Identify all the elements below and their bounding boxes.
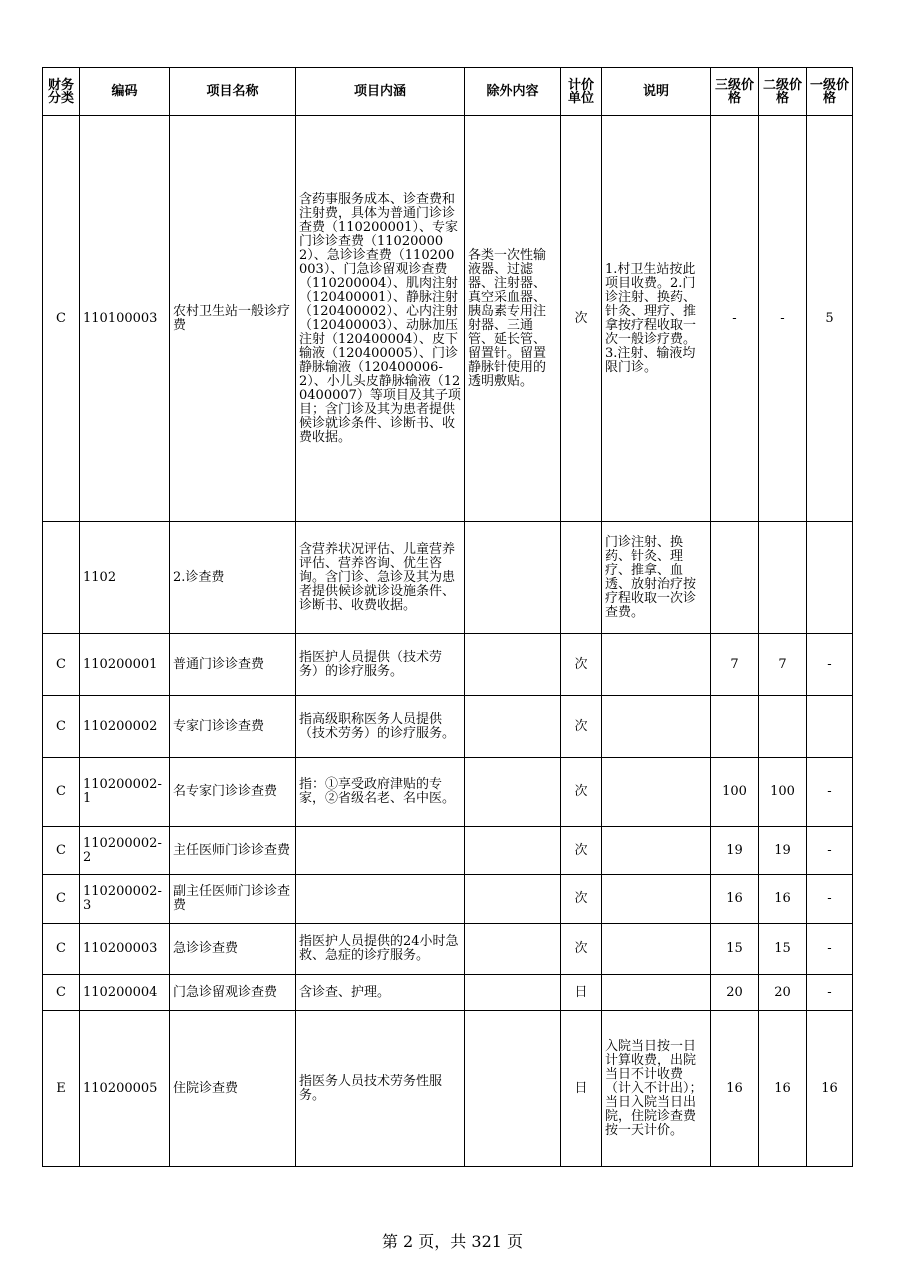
cell-exclude <box>465 924 561 975</box>
header-exclude: 除外内容 <box>465 68 561 116</box>
cell-price-3: 16 <box>711 1011 759 1167</box>
cell-price-3: 19 <box>711 827 759 875</box>
cell-price-3: 20 <box>711 975 759 1011</box>
cell-category: C <box>43 924 80 975</box>
cell-code: 110200003 <box>80 924 170 975</box>
cell-note <box>602 924 711 975</box>
cell-content: 含营养状况评估、儿童营养评估、营养咨询、优生咨询。含门诊、急诊及其为患者提供候诊就诊设施条件、诊断书、收费收据。 <box>296 522 465 634</box>
cell-exclude <box>465 827 561 875</box>
cell-content: 指医护人员提供的24小时急救、急症的诊疗服务。 <box>296 924 465 975</box>
cell-price-2: 7 <box>759 634 807 696</box>
header-unit: 计价单位 <box>561 68 602 116</box>
cell-code: 1102 <box>80 522 170 634</box>
cell-price-2 <box>759 696 807 758</box>
cell-note <box>602 758 711 827</box>
cell-price-2: 19 <box>759 827 807 875</box>
cell-name: 急诊诊查费 <box>170 924 296 975</box>
cell-note <box>602 696 711 758</box>
fee-table <box>42 67 853 1167</box>
cell-price-2: 100 <box>759 758 807 827</box>
cell-note: 1.村卫生站按此项目收费。2.门诊注射、换药、针灸、理疗、推拿按疗程收取一次一般诊疗费。3.注射、输液均限门诊。 <box>602 116 711 522</box>
cell-price-1: - <box>807 827 853 875</box>
cell-exclude <box>465 975 561 1011</box>
cell-unit: 次 <box>561 696 602 758</box>
cell-category <box>43 522 80 634</box>
cell-price-1: - <box>807 924 853 975</box>
table-row <box>43 875 853 924</box>
cell-name: 主任医师门诊诊查费 <box>170 827 296 875</box>
cell-note <box>602 975 711 1011</box>
table-row <box>43 924 853 975</box>
cell-exclude <box>465 875 561 924</box>
cell-note: 门诊注射、换药、针灸、理疗、推拿、血透、放射治疗按疗程收取一次诊查费。 <box>602 522 711 634</box>
cell-name: 农村卫生站一般诊疗费 <box>170 116 296 522</box>
cell-unit: 次 <box>561 116 602 522</box>
table-row <box>43 634 853 696</box>
cell-code: 110200004 <box>80 975 170 1011</box>
cell-price-1: - <box>807 758 853 827</box>
cell-price-1: - <box>807 975 853 1011</box>
cell-content: 指医务人员技术劳务性服务。 <box>296 1011 465 1167</box>
cell-price-3: 100 <box>711 758 759 827</box>
cell-content: 指医护人员提供（技术劳务）的诊疗服务。 <box>296 634 465 696</box>
cell-name: 住院诊查费 <box>170 1011 296 1167</box>
header-code: 编码 <box>80 68 170 116</box>
cell-name: 2.诊查费 <box>170 522 296 634</box>
cell-category: E <box>43 1011 80 1167</box>
header-row <box>43 68 853 116</box>
header-note: 说明 <box>602 68 711 116</box>
header-price-2: 二级价格 <box>759 68 807 116</box>
cell-price-1: - <box>807 634 853 696</box>
cell-price-2: 20 <box>759 975 807 1011</box>
cell-unit: 次 <box>561 827 602 875</box>
cell-unit: 日 <box>561 975 602 1011</box>
cell-name: 专家门诊诊查费 <box>170 696 296 758</box>
cell-content <box>296 875 465 924</box>
cell-code: 110200002 <box>80 696 170 758</box>
table-row <box>43 758 853 827</box>
cell-name: 门急诊留观诊查费 <box>170 975 296 1011</box>
table-row <box>43 827 853 875</box>
cell-category: C <box>43 116 80 522</box>
cell-unit: 日 <box>561 1011 602 1167</box>
header-content: 项目内涵 <box>296 68 465 116</box>
cell-code: 110200002-2 <box>80 827 170 875</box>
table-row <box>43 696 853 758</box>
header-category: 财务分类 <box>43 68 80 116</box>
cell-price-2: 16 <box>759 875 807 924</box>
cell-price-2: 15 <box>759 924 807 975</box>
cell-exclude <box>465 522 561 634</box>
cell-note <box>602 634 711 696</box>
table-row <box>43 522 853 634</box>
table-row <box>43 975 853 1011</box>
table-row <box>43 116 853 522</box>
cell-unit: 次 <box>561 634 602 696</box>
cell-content: 含药事服务成本、诊查费和注射费，具体为普通门诊诊查费（110200001）、专家门诊诊查费（110200002）、急诊诊查费（110200003）、门急诊留观诊查费（110200004）、肌肉注射（120400001）、静脉注射（120400002）、心内注射（120400003）、动脉加压注射（120400004）、皮下输液（120400005）、门诊静脉输液（120400006-2）、小儿头皮静脉输液（120400007）等项目及其子项目；含门诊及其为患者提供候诊就诊条件、诊断书、收费收据。 <box>296 116 465 522</box>
cell-exclude <box>465 758 561 827</box>
cell-content <box>296 827 465 875</box>
cell-code: 110200005 <box>80 1011 170 1167</box>
header-price-3: 三级价格 <box>711 68 759 116</box>
cell-category: C <box>43 827 80 875</box>
cell-category: C <box>43 875 80 924</box>
cell-price-1: 5 <box>807 116 853 522</box>
cell-content: 指高级职称医务人员提供（技术劳务）的诊疗服务。 <box>296 696 465 758</box>
cell-exclude <box>465 696 561 758</box>
cell-price-2 <box>759 522 807 634</box>
cell-category: C <box>43 696 80 758</box>
cell-category: C <box>43 634 80 696</box>
cell-exclude: 各类一次性输液器、过滤器、注射器、真空采血器、胰岛素专用注射器、三通管、延长管、留置针。留置静脉针使用的透明敷贴。 <box>465 116 561 522</box>
cell-price-3: - <box>711 116 759 522</box>
cell-code: 110200001 <box>80 634 170 696</box>
cell-price-3: 15 <box>711 924 759 975</box>
cell-price-2: - <box>759 116 807 522</box>
cell-exclude <box>465 634 561 696</box>
cell-category: C <box>43 758 80 827</box>
cell-price-3: 7 <box>711 634 759 696</box>
cell-code: 110200002-1 <box>80 758 170 827</box>
cell-unit: 次 <box>561 924 602 975</box>
cell-code: 110100003 <box>80 116 170 522</box>
header-name: 项目名称 <box>170 68 296 116</box>
header-price-1: 一级价格 <box>807 68 853 116</box>
cell-content: 指：①享受政府津贴的专家，②省级名老、名中医。 <box>296 758 465 827</box>
cell-price-3 <box>711 696 759 758</box>
cell-price-1: - <box>807 875 853 924</box>
cell-note <box>602 875 711 924</box>
cell-unit: 次 <box>561 758 602 827</box>
cell-name: 名专家门诊诊查费 <box>170 758 296 827</box>
cell-note: 入院当日按一日计算收费，出院当日不计收费（计入不计出）；当日入院当日出院，住院诊查费按一天计价。 <box>602 1011 711 1167</box>
cell-category: C <box>43 975 80 1011</box>
cell-note <box>602 827 711 875</box>
cell-code: 110200002-3 <box>80 875 170 924</box>
cell-price-1: 16 <box>807 1011 853 1167</box>
page-number: 第 2 页，共 321 页 <box>381 1232 524 1251</box>
cell-price-2: 16 <box>759 1011 807 1167</box>
table-row <box>43 1011 853 1167</box>
cell-unit <box>561 522 602 634</box>
cell-price-3 <box>711 522 759 634</box>
cell-price-1 <box>807 696 853 758</box>
cell-name: 普通门诊诊查费 <box>170 634 296 696</box>
cell-price-1 <box>807 522 853 634</box>
cell-content: 含诊查、护理。 <box>296 975 465 1011</box>
cell-exclude <box>465 1011 561 1167</box>
cell-price-3: 16 <box>711 875 759 924</box>
cell-name: 副主任医师门诊诊查费 <box>170 875 296 924</box>
cell-unit: 次 <box>561 875 602 924</box>
